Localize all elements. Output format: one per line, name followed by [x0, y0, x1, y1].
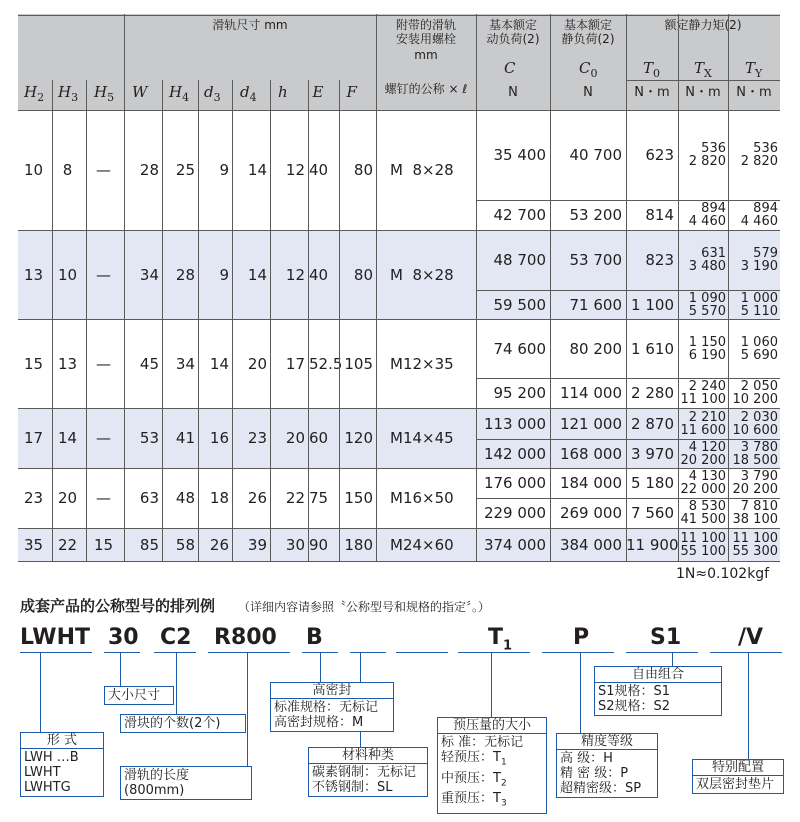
col-d3-header: $d_3$ [204, 83, 221, 104]
cell-tx: 4 130 [688, 469, 726, 484]
cell-h4: 25 [175, 161, 195, 179]
cell-bolt: M 8×28 [390, 265, 454, 284]
cell-d4: 20 [247, 354, 267, 373]
cell-tx: 536 [701, 141, 726, 156]
cell-tx: 631 [701, 246, 726, 261]
cell-c0: 80 200 [569, 339, 622, 358]
cell-h2: 23 [23, 489, 44, 507]
cell-tx: 55 100 [680, 543, 726, 559]
code-preload: $T_1$ [488, 625, 513, 654]
example-title: 成套产品的公称型号的排列例 [20, 597, 216, 615]
form-box: 形 式 LWH …B LWHT LWHTG [20, 732, 104, 797]
grid-line [18, 468, 780, 469]
cell-e: 90 [309, 535, 329, 554]
cell-d4: 23 [247, 429, 267, 447]
grid-line [18, 230, 780, 231]
cell-c0: 184 000 [559, 474, 622, 492]
cell-d4: 14 [247, 265, 267, 284]
cell-h: 30 [285, 535, 305, 554]
col-ty-unit: N・m [736, 85, 772, 100]
grid-line [476, 528, 780, 529]
grid-line [339, 80, 340, 561]
cell-c: 35 400 [493, 146, 546, 164]
cell-tx: 11 100 [680, 530, 726, 546]
box-line: 重预压：$T_3$ [441, 791, 507, 809]
cell-f: 80 [353, 265, 373, 284]
grid-line [198, 80, 199, 561]
blocks-box: 滑块的个数(2个) [120, 714, 246, 733]
cell-w: 28 [139, 161, 159, 179]
cell-e: 40 [309, 161, 329, 179]
code-free: S1 [650, 625, 682, 650]
cell-tx: 2 210 [688, 409, 726, 425]
cell-tx: 4 120 [688, 439, 726, 455]
cell-d3: 9 [219, 161, 229, 179]
cell-f: 150 [344, 489, 373, 507]
grid-line [476, 378, 780, 379]
cell-ty: 3 780 [740, 439, 778, 455]
grid-line [18, 15, 780, 16]
box-line: 标 准：无标记 [441, 735, 524, 750]
col-h4-header: $H_4$ [169, 83, 190, 104]
cell-e: 40 [309, 265, 329, 284]
cell-c0: 269 000 [559, 504, 622, 522]
box-line: LWH …B [24, 750, 79, 765]
cell-w: 45 [139, 354, 159, 373]
grid-line [626, 14, 627, 561]
box-line: 碳素钢制：无标记 [312, 765, 417, 780]
cell-ty: 1 000 [740, 290, 778, 306]
col-e-header: E [312, 83, 324, 101]
cell-h4: 41 [175, 429, 195, 447]
cell-ty: 2 050 [740, 379, 778, 394]
col-c0-header: $C_0$ [579, 59, 598, 80]
cell-tx: 1 150 [688, 334, 726, 350]
cell-w: 85 [139, 535, 159, 554]
cell-bolt: M12×35 [390, 354, 454, 373]
cell-t0: 11 900 [626, 535, 679, 554]
cell-e: 60 [309, 429, 329, 447]
col-tx-header: $T_X$ [694, 59, 712, 80]
grid-line [18, 110, 780, 111]
bolt-title-2: 安装用螺栓 [395, 32, 456, 46]
cell-d4: 39 [247, 535, 267, 554]
cell-ty: 579 [753, 246, 778, 261]
cell-h5: — [96, 429, 111, 447]
box-line: LWHT [24, 765, 61, 780]
box-line: S2规格：S2 [598, 699, 671, 714]
cell-t0: 7 560 [631, 504, 674, 522]
cell-e: 52.5 [309, 354, 343, 373]
cell-bolt: M16×50 [390, 489, 454, 507]
cell-ty: 536 [753, 141, 778, 156]
col-ty-header: $T_Y$ [745, 59, 763, 80]
code-special: /V [738, 625, 764, 650]
col-d4-header: $d_4$ [240, 83, 257, 104]
cell-h4: 58 [175, 535, 195, 554]
special-box: 特别配置 双层密封垫片 [692, 759, 784, 794]
cell-c: 48 700 [493, 251, 546, 269]
box-line: S1规格：S1 [598, 684, 671, 699]
cell-c: 74 600 [493, 339, 546, 358]
cell-t0: 1 100 [631, 295, 674, 314]
cell-h3: 13 [57, 354, 78, 373]
cell-bolt: M14×45 [390, 429, 454, 447]
box-line: 高密封规格：M [274, 715, 364, 730]
length-box: 滑轨的长度(800mm) [120, 766, 252, 800]
cell-w: 53 [139, 429, 159, 447]
cell-ty: 10 200 [732, 392, 778, 407]
cell-tx: 11 600 [680, 422, 726, 438]
box-line: 标准规格：无标记 [274, 700, 379, 715]
box-line: 中预压：$T_2$ [441, 770, 507, 789]
col-tx-unit: N・m [685, 85, 721, 100]
material-box: 材料种类 碳素钢制：无标记 不锈钢制：SL [308, 747, 428, 797]
cell-tx: 3 480 [688, 259, 726, 274]
cell-tx: 1 090 [688, 290, 726, 306]
cell-h3: 8 [62, 161, 73, 179]
cell-h2: 10 [23, 161, 44, 179]
box-line: LWHTG [24, 780, 71, 795]
free-box: 自由组合 S1规格：S1 S2规格：S2 [594, 666, 722, 716]
cell-h2: 15 [23, 354, 44, 373]
cell-w: 34 [139, 265, 159, 284]
grid-line [476, 200, 780, 201]
grid-line [124, 14, 125, 561]
cell-c0: 121 000 [559, 414, 622, 433]
cell-t0: 823 [645, 251, 674, 269]
grid-line [476, 290, 780, 291]
cell-tx: 6 190 [688, 347, 726, 363]
box-line: 精 密 级：P [560, 766, 629, 781]
cell-t0: 814 [645, 206, 674, 224]
cell-d3: 14 [209, 354, 229, 373]
cell-h5: — [96, 354, 111, 373]
dyn-title-1: 基本额定 [488, 18, 537, 32]
code-length: R800 [214, 625, 277, 650]
cell-tx: 22 000 [680, 482, 726, 497]
cell-t0: 5 180 [631, 474, 674, 492]
box-line: 双层密封垫片 [696, 777, 775, 792]
cell-ty: 2 030 [740, 409, 778, 425]
grid-line [376, 14, 377, 561]
cell-f: 120 [344, 429, 373, 447]
cell-t0: 623 [645, 146, 674, 164]
grid-line [232, 80, 233, 561]
col-t0-unit: N・m [634, 85, 670, 100]
grid-line [308, 80, 309, 561]
preload-box: 预压量的大小 标 准：无标记 轻预压：$T_1$ 中预压：$T_2$ 重预压：$T_3$ [437, 717, 547, 814]
cell-h: 22 [285, 489, 305, 507]
cell-h3: 10 [57, 265, 78, 284]
cell-c0: 53 700 [569, 251, 622, 269]
box-line: 高 级：H [560, 751, 613, 766]
grid-line [476, 498, 780, 499]
cell-ty: 1 060 [740, 334, 778, 350]
unit-footnote: 1N≈0.102kgf [676, 566, 770, 582]
dyn-title-2: 动负荷(2) [486, 32, 540, 46]
cell-bolt: M 8×28 [390, 161, 454, 179]
cell-ty: 894 [753, 201, 778, 216]
grid-line [162, 80, 163, 561]
col-c-header: C [504, 59, 516, 77]
box-line: 超精密级：SP [560, 781, 642, 796]
cell-c: 142 000 [483, 444, 546, 463]
grid-line [476, 14, 477, 561]
cell-d4: 14 [247, 161, 267, 179]
cell-h5: 15 [93, 535, 114, 554]
cell-h3: 20 [57, 489, 78, 507]
size-box: 大小尺寸 [104, 686, 174, 705]
cell-c0: 384 000 [559, 535, 622, 554]
cell-e: 75 [309, 489, 329, 507]
grid-line [550, 14, 551, 561]
cell-d3: 9 [219, 265, 229, 284]
grid-line [18, 561, 780, 562]
grid-line [52, 80, 53, 561]
cell-ty: 5 690 [740, 347, 778, 363]
cell-h4: 34 [175, 354, 195, 373]
grid-line [678, 80, 679, 561]
box-line: 轻预压：$T_1$ [441, 750, 507, 768]
grid-line [476, 439, 780, 440]
stat-title-1: 基本额定 [563, 18, 612, 32]
code-precision: P [573, 625, 590, 650]
grid-line [270, 80, 271, 561]
col-h3-header: $H_3$ [58, 83, 79, 104]
cell-h5: — [96, 489, 111, 507]
cell-h: 12 [285, 161, 305, 179]
col-c0-unit: N [583, 85, 593, 100]
spec-table [18, 14, 780, 561]
cell-c: 374 000 [483, 535, 546, 554]
cell-h2: 13 [23, 265, 44, 284]
grid-line [626, 80, 780, 81]
cell-w: 63 [139, 489, 159, 507]
bolt-title-3: mm [414, 48, 438, 62]
cell-tx: 4 460 [688, 214, 726, 229]
cell-ty: 7 810 [740, 499, 778, 514]
cell-tx: 2 240 [688, 379, 726, 394]
cell-t0: 1 610 [631, 339, 674, 358]
cell-tx: 2 820 [688, 154, 726, 169]
grid-line [86, 80, 87, 561]
cell-f: 105 [344, 354, 373, 373]
cell-ty: 11 100 [732, 530, 778, 546]
cell-h4: 28 [175, 265, 195, 284]
cell-f: 180 [344, 535, 373, 554]
cell-c: 95 200 [493, 384, 546, 402]
cell-t0: 2 870 [631, 414, 674, 433]
precision-box: 精度等级 高 级：H 精 密 级：P 超精密级：SP [556, 733, 658, 798]
cell-bolt: M24×60 [390, 535, 454, 554]
cell-h: 17 [285, 354, 305, 373]
cell-d4: 26 [247, 489, 267, 507]
cell-ty: 2 820 [740, 154, 778, 169]
cell-d3: 26 [209, 535, 229, 554]
code-size: 30 [108, 625, 139, 650]
cell-c: 59 500 [493, 295, 546, 314]
cell-tx: 894 [701, 201, 726, 216]
moment-title: 额定静力矩(2) [664, 18, 742, 32]
stat-title-2: 静负荷(2) [561, 32, 615, 46]
grid-line [18, 319, 780, 320]
cell-ty: 38 100 [732, 512, 778, 527]
bolt-title-1: 附带的滑轨 [395, 18, 456, 32]
cell-h2: 35 [23, 535, 44, 554]
col-t0-header: $T_0$ [643, 59, 661, 80]
cell-tx: 11 100 [680, 392, 726, 407]
col-w-header: W [132, 83, 148, 101]
cell-t0: 3 970 [631, 444, 674, 463]
col-h-header: h [278, 83, 288, 101]
cell-ty: 3 790 [740, 469, 778, 484]
grid-line [18, 408, 780, 409]
bolt-subtitle: 螺钉的公称 × ℓ [384, 82, 468, 96]
code-form: LWHT [20, 625, 90, 650]
box-line: 不锈钢制：SL [312, 780, 393, 795]
cell-h3: 14 [57, 429, 78, 447]
col-f-header: F [346, 83, 357, 101]
cell-c0: 40 700 [569, 146, 622, 164]
cell-tx: 41 500 [680, 512, 726, 527]
cell-h5: — [96, 161, 111, 179]
cell-ty: 4 460 [740, 214, 778, 229]
rail-dims-title: 滑轨尺寸 mm [212, 18, 288, 32]
cell-h2: 17 [23, 429, 44, 447]
col-c-unit: N [508, 85, 518, 100]
cell-h: 12 [285, 265, 305, 284]
cell-c: 176 000 [483, 474, 546, 492]
cell-ty: 20 200 [732, 482, 778, 497]
cell-c: 113 000 [483, 414, 546, 433]
cell-t0: 2 280 [631, 384, 674, 402]
cell-h4: 48 [175, 489, 195, 507]
cell-f: 80 [353, 161, 373, 179]
cell-d3: 16 [209, 429, 229, 447]
cell-c0: 53 200 [569, 206, 622, 224]
cell-h5: — [96, 265, 111, 284]
cell-h3: 22 [57, 535, 78, 554]
cell-ty: 10 600 [732, 422, 778, 438]
cell-ty: 5 110 [740, 303, 778, 319]
code-blocks: C2 [160, 625, 192, 650]
cell-h: 20 [285, 429, 305, 447]
seal-box: 高密封 标准规格：无标记 高密封规格：M [270, 682, 394, 732]
cell-ty: 18 500 [732, 452, 778, 468]
example-note: （详细内容请参照〝公称型号和规格的指定〞。） [238, 600, 491, 614]
cell-tx: 5 570 [688, 303, 726, 319]
cell-c0: 168 000 [559, 444, 622, 463]
col-h2-header: $H_2$ [24, 83, 45, 104]
cell-c: 229 000 [483, 504, 546, 522]
cell-tx: 8 530 [688, 499, 726, 514]
col-h5-header: $H_5$ [94, 83, 115, 104]
cell-ty: 55 300 [732, 543, 778, 559]
cell-ty: 3 190 [740, 259, 778, 274]
cell-c0: 114 000 [559, 384, 622, 402]
grid-line [728, 80, 729, 561]
cell-c0: 71 600 [569, 295, 622, 314]
cell-tx: 20 200 [680, 452, 726, 468]
cell-c: 42 700 [493, 206, 546, 224]
code-seal: B [306, 625, 323, 650]
cell-d3: 18 [209, 489, 229, 507]
